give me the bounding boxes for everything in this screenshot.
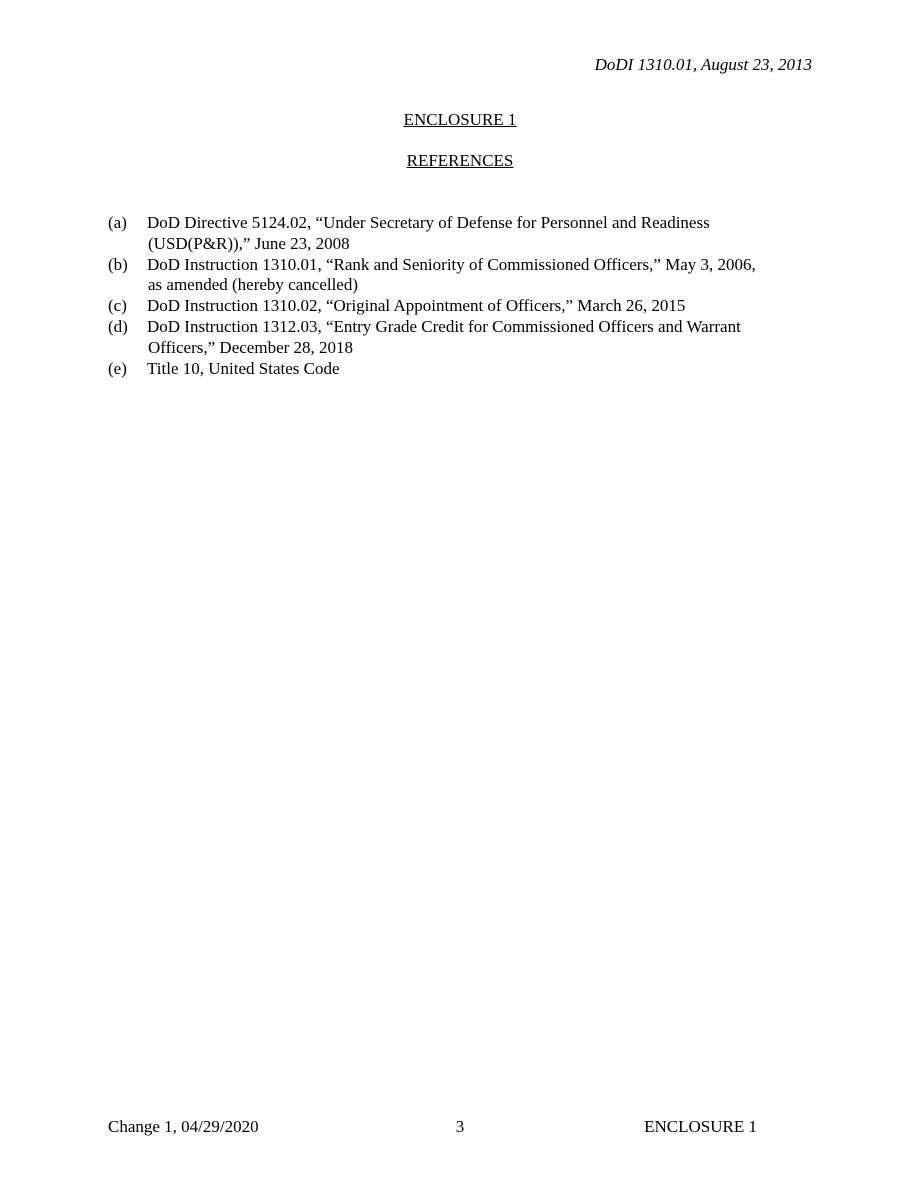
reference-text — [147, 359, 808, 380]
reference-line: (USD(P&R)),” June 23, 2008 — [148, 233, 350, 253]
reference-letter: (a) — [108, 213, 127, 232]
reference-item — [108, 317, 808, 359]
reference-letter: (c) — [108, 296, 127, 316]
reference-letter: (b) — [108, 254, 128, 274]
document-reference-header: DoDI 1310.01, August 23, 2013 — [594, 55, 812, 74]
footer-page-number: 3 — [455, 1117, 465, 1136]
reference-letter: (e) — [108, 358, 127, 378]
reference-text — [147, 317, 808, 359]
reference-line: as amended (hereby cancelled) — [148, 275, 359, 295]
reference-item — [108, 255, 808, 297]
reference-text — [147, 255, 808, 297]
reference-line: DoD Instruction 1312.03, “Entry Grade Credit for Commissioned Officers and Warrant — [147, 316, 741, 336]
footer-change-note: Change 1, 04/29/2020 — [108, 1117, 259, 1136]
references-list — [108, 213, 808, 379]
reference-letter: (d) — [108, 316, 128, 336]
reference-item — [108, 359, 808, 380]
section-title: REFERENCES — [406, 151, 514, 170]
reference-item — [108, 213, 808, 255]
reference-line: DoD Instruction 1310.02, “Original Appointment of Officers,” March 26, 2015 — [147, 296, 686, 316]
reference-text — [147, 296, 808, 317]
reference-line: Officers,” December 28, 2018 — [148, 337, 354, 357]
enclosure-title: ENCLOSURE 1 — [403, 110, 517, 129]
reference-line: Title 10, United States Code — [147, 358, 340, 378]
reference-line: DoD Directive 5124.02, “Under Secretary of Defense for Personnel and Readiness — [147, 213, 710, 232]
footer-enclosure-label: ENCLOSURE 1 — [644, 1117, 757, 1136]
reference-line: DoD Instruction 1310.01, “Rank and Seniority of Commissioned Officers,” May 3, 2006, — [147, 254, 756, 274]
reference-text — [147, 213, 808, 255]
reference-item — [108, 296, 808, 317]
